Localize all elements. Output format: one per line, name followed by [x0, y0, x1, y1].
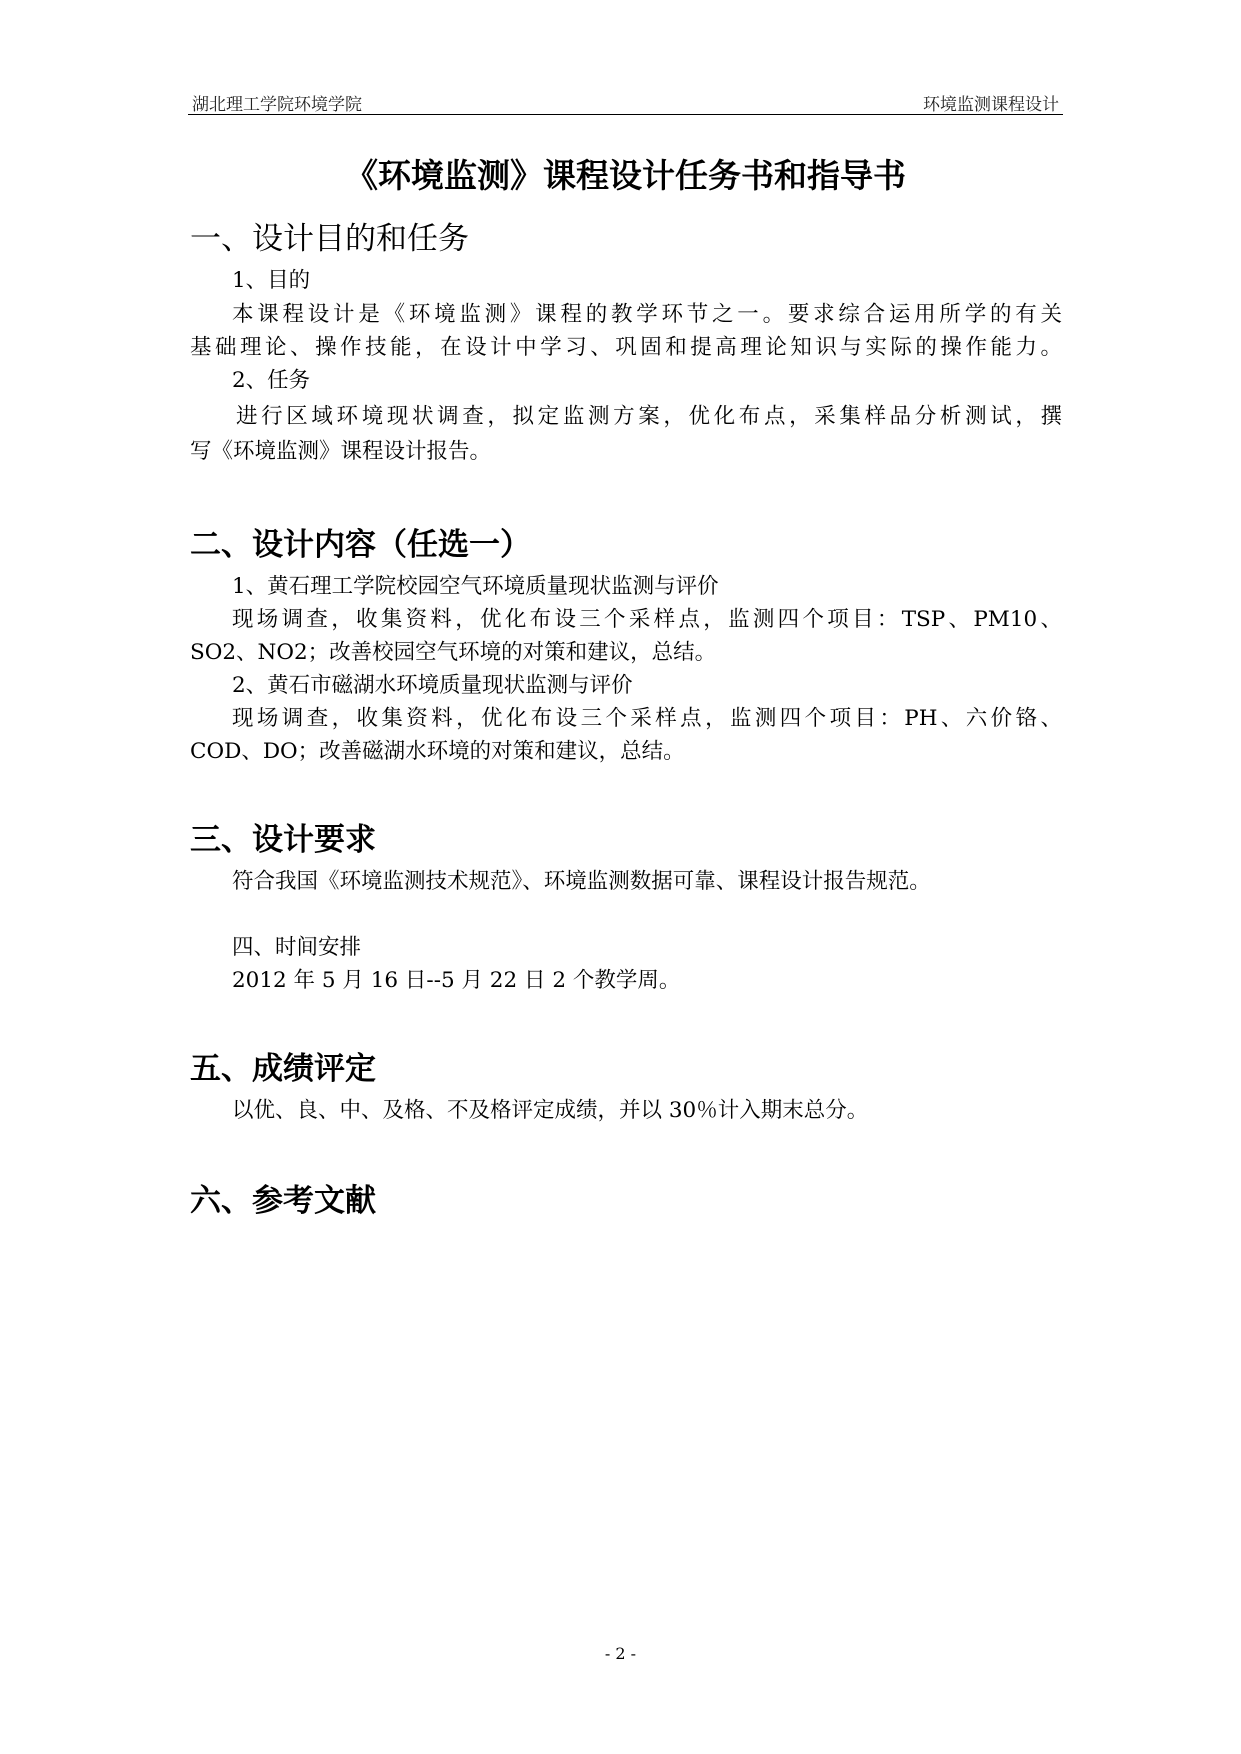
task-text-line1: 进行区域环境现状调查，拟定监测方案，优化布点，采集样品分析测试，撰 [236, 404, 1062, 429]
content-item1-line1: 现场调查，收集资料，优化布设三个采样点，监测四个项目：TSP、PM10、 [232, 607, 1062, 632]
section-2-heading: 二、设计内容（任选一） [190, 527, 531, 563]
section-3-heading: 三、设计要求 [190, 822, 376, 858]
grading-text: 以优、良、中、及格、不及格评定成绩，并以 30％计入期末总分。 [232, 1098, 869, 1123]
requirements-text: 符合我国《环境监测技术规范》、环境监测数据可靠、课程设计报告规范。 [232, 869, 931, 894]
schedule-text: 2012 年 5 月 16 日--5 月 22 日 2 个教学周。 [232, 968, 681, 993]
purpose-text-line2: 基础理论、操作技能，在设计中学习、巩固和提高理论知识与实际的操作能力。 [190, 335, 1062, 360]
section-5-heading: 五、成绩评定 [190, 1051, 376, 1087]
purpose-label: 1、目的 [232, 268, 311, 293]
header-institution: 湖北理工学院环境学院 [192, 95, 362, 115]
task-label: 2、任务 [232, 368, 311, 393]
page-number: - 2 - [604, 1644, 637, 1663]
header-course: 环境监测课程设计 [923, 95, 1059, 115]
section-4-heading: 四、时间安排 [232, 935, 362, 960]
section-1-heading: 一、设计目的和任务 [190, 221, 469, 257]
page-header [188, 86, 1063, 115]
purpose-text-line1: 本课程设计是《环境监测》课程的教学环节之一。要求综合运用所学的有关 [232, 302, 1062, 327]
content-item1-title: 1、黄石理工学院校园空气环境质量现状监测与评价 [232, 574, 719, 599]
content-item2-line1: 现场调查，收集资料，优化布设三个采样点，监测四个项目：PH、六价铬、 [232, 706, 1062, 731]
task-text-line2: 写《环境监测》课程设计报告。 [190, 439, 492, 464]
content-item1-line2: SO2、NO2；改善校园空气环境的对策和建议，总结。 [190, 640, 717, 665]
section-6-heading: 六、参考文献 [190, 1183, 376, 1219]
content-item2-title: 2、黄石市磁湖水环境质量现状监测与评价 [232, 673, 633, 698]
content-item2-line2: COD、DO；改善磁湖水环境的对策和建议，总结。 [190, 739, 685, 764]
document-title: 《环境监测》课程设计任务书和指导书 [345, 156, 906, 195]
